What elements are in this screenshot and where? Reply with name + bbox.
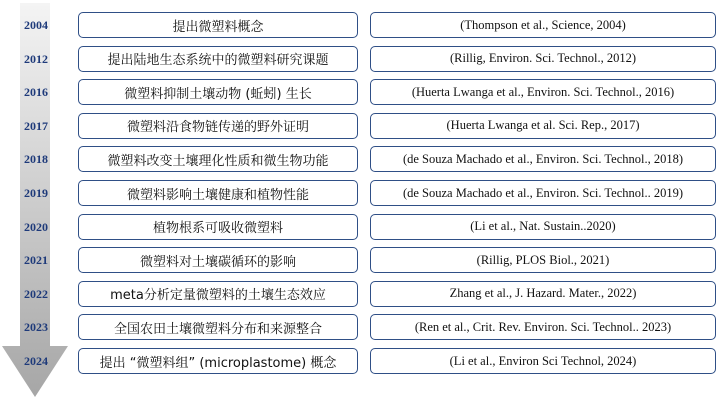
timeline-year-label: 2016 <box>24 85 48 100</box>
timeline-year-label: 2020 <box>24 219 48 234</box>
milestone-reference-box: (Rillig, Environ. Sci. Technol., 2012) <box>370 46 716 72</box>
timeline-year-label: 2017 <box>24 118 48 133</box>
milestone-event-box: 提出微塑料概念 <box>78 12 358 38</box>
timeline-year-label: 2004 <box>24 18 48 32</box>
milestone-reference-box: Zhang et al., J. Hazard. Mater., 2022) <box>370 281 716 307</box>
milestone-reference-box: (de Souza Machado et al., Environ. Sci. Technol., 2018) <box>370 146 716 172</box>
timeline-year-label: 2019 <box>24 186 48 200</box>
milestone-event-box: meta分析定量微塑料的土壤生态效应 <box>78 281 358 307</box>
milestone-event-box: 提出陆地生态系统中的微塑料研究课题 <box>78 46 358 72</box>
timeline-year-label: 2021 <box>24 253 48 268</box>
milestone-event-box: 微塑料对土壤碳循环的影响 <box>78 247 358 273</box>
timeline-year-label: 2023 <box>24 320 48 335</box>
timeline-year-label: 2022 <box>24 286 48 301</box>
milestone-reference-box: (Thompson et al., Science, 2004) <box>370 12 716 38</box>
milestone-reference-box: (Ren et al., Crit. Rev. Environ. Sci. Technol.. 2023) <box>370 314 716 340</box>
milestone-reference-box: (Huerta Lwanga et al. Sci. Rep., 2017) <box>370 113 716 139</box>
milestone-reference-box: (Li et al., Nat. Sustain..2020) <box>370 214 716 240</box>
timeline-year-label: 2024 <box>24 354 48 368</box>
milestone-event-box: 植物根系可吸收微塑料 <box>78 214 358 240</box>
milestone-reference-box: (Li et al., Environ Sci Technol, 2024) <box>370 348 716 374</box>
timeline-year-label: 2018 <box>24 152 48 167</box>
milestone-reference-box: (de Souza Machado et al., Environ. Sci. Technol.. 2019) <box>370 180 716 206</box>
milestone-event-box: 微塑料沿食物链传递的野外证明 <box>78 113 358 139</box>
milestone-event-box: 全国农田土壤微塑料分布和来源整合 <box>78 314 358 340</box>
milestone-event-box: 微塑料改变土壤理化性质和微生物功能 <box>78 146 358 172</box>
milestone-event-box: 微塑料影响土壤健康和植物性能 <box>78 180 358 206</box>
milestone-event-box: 微塑料抑制土壤动物 (蚯蚓) 生长 <box>78 79 358 105</box>
milestone-reference-box: (Rillig, PLOS Biol., 2021) <box>370 247 716 273</box>
milestone-event-box: 提出 “微塑料组” (microplastome) 概念 <box>78 348 358 374</box>
milestone-reference-box: (Huerta Lwanga et al., Environ. Sci. Technol., 2016) <box>370 79 716 105</box>
timeline-year-label: 2012 <box>24 51 48 66</box>
